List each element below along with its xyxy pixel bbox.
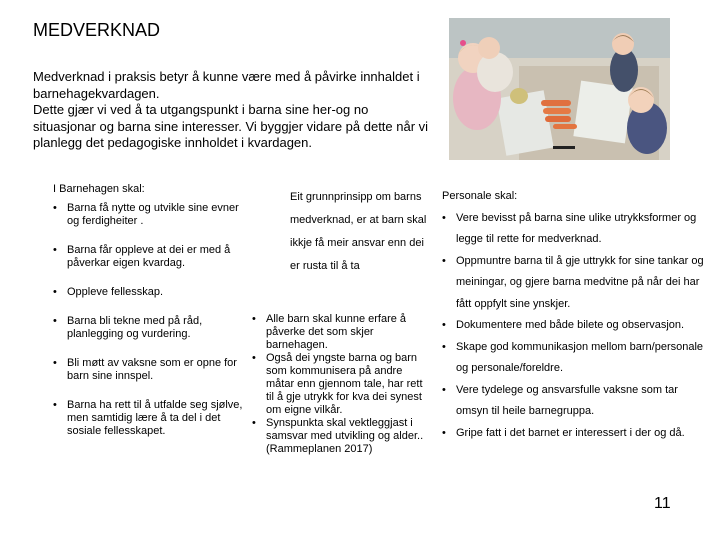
- list-item: • Barna bli tekne med på råd, planlegging og vurdering.: [53, 315, 253, 341]
- kindergarten-section: [53, 183, 253, 438]
- children-cooking-photo: [449, 18, 670, 160]
- photo-illustration: [449, 18, 670, 160]
- list-item: • Synspunkta skal vektleggjast i samsvar med utvikling og alder.. (Rammeplanen 2017): [252, 417, 424, 456]
- principle-text: Eit grunnprinsipp om barns medverknad, er at barn skal ikkje få meir ansvar enn dei er rusta til å ta: [290, 191, 427, 272]
- list-item: • Vere tydelege og ansvarsfulle vaksne som tar omsyn til heile barnegruppa.: [442, 380, 712, 423]
- page-title: MEDVERKNAD: [33, 20, 161, 40]
- principle-list: [252, 313, 424, 456]
- list-item: • Dokumentere med både bilete og observasjon.: [442, 315, 712, 337]
- staff-heading: Personale skal:: [442, 190, 518, 202]
- kindergarten-heading: I Barnehagen skal:: [53, 183, 145, 195]
- principle-section: [252, 313, 424, 456]
- list-item: • Oppmuntre barna til å gje uttrykk for sine tankar og meiningar, og gjere barna medvitne på når dei har fått oppfylt sine ynskjer.: [442, 251, 712, 316]
- list-item: • Gripe fatt i det barnet er interessert i der og då.: [442, 423, 712, 445]
- list-item: • Barna få nytte og utvikle sine evner og ferdigheiter .: [53, 202, 253, 228]
- staff-section: [442, 186, 712, 444]
- list-item: • Skape god kommunikasjon mellom barn/personale og personale/foreldre.: [442, 337, 712, 380]
- list-item: • Oppleve fellesskap.: [53, 286, 253, 299]
- intro-text: [33, 69, 433, 152]
- list-item: • Bli møtt av vaksne som er opne for barn sine innspel.: [53, 357, 253, 383]
- page-number: 11: [654, 495, 671, 512]
- staff-list: [442, 208, 712, 445]
- list-item: • Vere bevisst på barna sine ulike utrykksformer og legge til rette for medverknad.: [442, 208, 712, 251]
- list-item: • Også dei yngste barna og barn som kommunisera på andre måtar enn gjennom tale, har rett til å gje utrykk for kva dei synest om eigne vilkår.: [252, 352, 424, 417]
- list-item: • Barna får oppleve at dei er med å påverkar eigen kvardag.: [53, 244, 253, 270]
- kindergarten-list: [53, 202, 253, 438]
- list-item: • Barna ha rett til å utfalde seg sjølve, men samtidig lære å ta del i det sosiale fellesskapet.: [53, 399, 253, 438]
- list-item: • Alle barn skal kunne erfare å påverke det som skjer barnehagen.: [252, 313, 424, 352]
- intro-paragraph: Medverknad i praksis betyr å kunne være med å påvirke innhaldet i barnehagekvardagen.: [33, 69, 420, 101]
- intro-paragraph: Dette gjær vi ved å ta utgangspunkt i barna sine her-og no situasjonar og barna sine interesser. Vi byggjer vidare på dette når vi planlegg det pedagogiske innholdet i kvardagen.: [33, 102, 429, 150]
